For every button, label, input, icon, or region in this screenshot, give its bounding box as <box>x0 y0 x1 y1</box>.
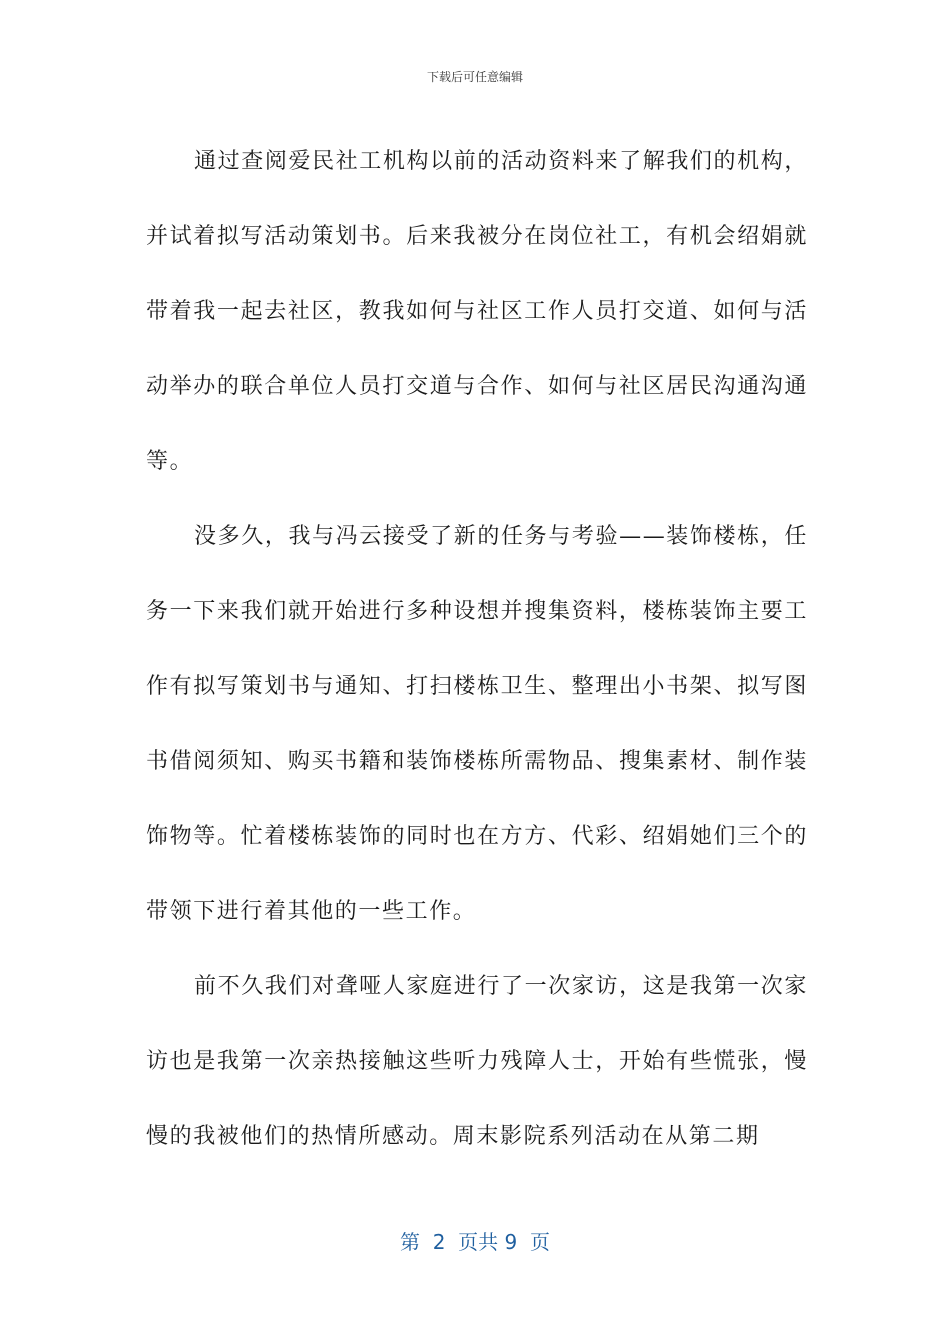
page-header-note: 下载后可任意编辑 <box>426 70 523 84</box>
page-number-footer: 第 2 页共 9 页 <box>400 1230 550 1254</box>
paragraph-3: 前不久我们对聋哑人家庭进行了一次家访，这是我第一次家访也是我第一次亲热接触这些听力残障人士，开始有些慌张，慢慢的我被他们的热情所感动。周末影院系列活动在从第二期 <box>146 974 808 1149</box>
paragraph-2: 没多久，我与冯云接受了新的任务与考验——装饰楼栋，任务一下来我们就开始进行多种设想并搜集资料，楼栋装饰主要工作有拟写策划书与通知、打扫楼栋卫生、整理出小书架、拟写图书借阅须知、购买书籍和装饰楼栋所需物品、搜集素材、制作装饰物等。忙着楼栋装饰的同时也在方方、代彩、绍娟她们三个的带领下进行着其他的一些工作。 <box>146 524 808 924</box>
document-body <box>146 124 808 1174</box>
paragraph-1: 通过查阅爱民社工机构以前的活动资料来了解我们的机构，并试着拟写活动策划书。后来我被分在岗位社工，有机会绍娟就带着我一起去社区，教我如何与社区工作人员打交道、如何与活动举办的联合单位人员打交道与合作、如何与社区居民沟通沟通等。 <box>146 149 808 474</box>
